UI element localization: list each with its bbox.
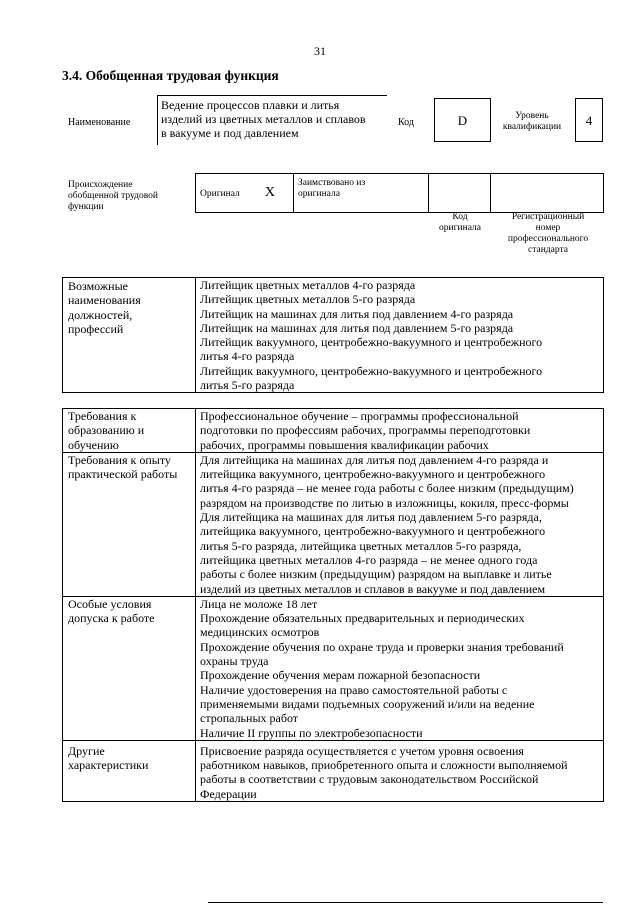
education-label-line: Требования к bbox=[68, 409, 137, 423]
level-value: 4 bbox=[585, 113, 593, 128]
code-caption-line: Код bbox=[452, 212, 468, 222]
other-line: Федерации bbox=[200, 786, 257, 801]
original-cell bbox=[196, 174, 294, 213]
special-conditions-line: Прохождение обязательных предварительных и периодических bbox=[200, 611, 525, 626]
requirements-row-experience bbox=[63, 452, 604, 596]
special-conditions-line: Наличие II группы по электробезопасности bbox=[200, 725, 423, 740]
special-conditions-value-cell bbox=[196, 596, 604, 740]
requirements-row-other bbox=[63, 740, 604, 801]
origin-label-line: Происхождение bbox=[68, 180, 133, 190]
code-caption-line: оригинала bbox=[439, 223, 481, 233]
registration-caption-line: номер bbox=[535, 223, 561, 233]
origin-label-line: обобщенной трудовой bbox=[68, 191, 158, 201]
original-label: Оригинал bbox=[200, 189, 240, 200]
original-mark: X bbox=[264, 185, 275, 201]
level-label-line: квалификации bbox=[502, 122, 562, 132]
positions-label-line: наименования bbox=[68, 293, 141, 308]
code-label: Код bbox=[398, 117, 414, 128]
name-value-line: изделий из цветных металлов и сплавов bbox=[161, 112, 366, 126]
footer-rule bbox=[208, 902, 603, 903]
special-conditions-label-cell bbox=[63, 596, 196, 740]
borrowed-cell bbox=[294, 174, 429, 213]
other-line: Присвоение разряда осуществляется с учетом уровня освоения bbox=[200, 743, 524, 758]
registration-caption-line: профессионального bbox=[507, 234, 589, 244]
special-conditions-line: Прохождение обучения по охране труда и проверки знания требований bbox=[200, 639, 564, 654]
experience-label-cell bbox=[63, 452, 196, 596]
code-caption bbox=[428, 212, 492, 234]
position-line: Литейщик вакуумного, центробежно-вакуумного и центробежного bbox=[200, 335, 543, 350]
level-label bbox=[492, 111, 572, 133]
experience-label-line: практической работы bbox=[68, 467, 178, 482]
experience-line: работы с более низким (предыдущим) разрядом на выплавке и литье bbox=[200, 567, 552, 582]
page-number: 31 bbox=[314, 44, 326, 58]
education-label-cell bbox=[63, 409, 196, 453]
positions-label-line: Возможные bbox=[68, 279, 128, 293]
special-conditions-label-line: допуска к работе bbox=[68, 611, 155, 626]
special-conditions-line: стропальных работ bbox=[200, 711, 299, 726]
experience-line: изделий из цветных металлов и сплавов в вакууме и под давлением bbox=[200, 581, 546, 596]
borrowed-label-line: Заимствовано из bbox=[298, 178, 366, 188]
requirements-table bbox=[62, 408, 604, 802]
education-value-cell bbox=[196, 409, 604, 453]
registration-caption-line: Регистрационный bbox=[511, 212, 585, 222]
name-value-line: Ведение процессов плавки и литья bbox=[161, 98, 340, 112]
position-line: литья 4-го разряда bbox=[200, 349, 295, 364]
section-title: 3.4. Обобщенная трудовая функция bbox=[62, 68, 279, 83]
requirements-row-education bbox=[63, 409, 604, 453]
registration-caption bbox=[493, 212, 603, 256]
positions-label-cell bbox=[63, 278, 196, 393]
positions-table bbox=[62, 277, 604, 393]
experience-line: Для литейщика на машинах для литья под давлением 5-го разряда, bbox=[200, 510, 542, 525]
experience-line: литья 4-го разряда – не менее года работы с более низким (предыдущим) bbox=[200, 481, 574, 496]
position-line: Литейщик на машинах для литья под давлением 5-го разряда bbox=[200, 320, 514, 335]
origin-table bbox=[195, 173, 604, 213]
origin-label-line: функции bbox=[68, 202, 104, 212]
experience-label-line: Требования к опыту bbox=[68, 452, 171, 467]
experience-line: литейщика вакуумного, центробежно-вакуумного и центробежного bbox=[200, 524, 546, 539]
special-conditions-line: применяемыми видами подъемных сооружений и/или на ведение bbox=[200, 696, 535, 711]
code-value: D bbox=[457, 113, 468, 128]
registration-caption-line: стандарта bbox=[528, 245, 568, 255]
positions-label-line: профессий bbox=[68, 321, 124, 336]
other-line: работником навыков, приобретенного опыта и сложности выполняемой bbox=[200, 758, 568, 773]
position-line: Литейщик на машинах для литья под давлением 4-го разряда bbox=[200, 306, 514, 321]
name-value-line: в вакууме и под давлением bbox=[161, 126, 299, 140]
position-line: Литейщик цветных металлов 4-го разряда bbox=[200, 278, 416, 292]
position-line: литья 5-го разряда bbox=[200, 378, 295, 393]
original-code-cell bbox=[429, 174, 491, 213]
special-conditions-line: охраны труда bbox=[200, 654, 269, 669]
special-conditions-line: медицинских осмотров bbox=[200, 625, 320, 640]
other-label-line: характеристики bbox=[68, 758, 149, 773]
experience-line: Для литейщика на машинах для литья под давлением 4-го разряда и bbox=[200, 452, 549, 467]
other-line: работы в соответствии с трудовым законодательством Российской bbox=[200, 772, 539, 787]
positions-label-line: должностей, bbox=[68, 307, 133, 322]
education-line: подготовки по профессиям рабочих, программы переподготовки bbox=[200, 423, 531, 438]
other-label-cell bbox=[63, 740, 196, 801]
other-value-cell bbox=[196, 740, 604, 801]
experience-line: литейщика вакуумного, центробежно-вакуумного и центробежного bbox=[200, 467, 546, 482]
positions-list-cell bbox=[196, 278, 604, 393]
level-label-line: Уровень bbox=[515, 111, 549, 121]
name-value-box bbox=[157, 95, 387, 145]
education-line: Профессиональное обучение – программы профессиональной bbox=[200, 409, 519, 423]
position-line: Литейщик вакуумного, центробежно-вакуумного и центробежного bbox=[200, 363, 543, 378]
education-line: рабочих, программы повышения квалификации рабочих bbox=[200, 437, 489, 452]
level-value-box bbox=[575, 98, 603, 142]
special-conditions-line: Наличие удостоверения на право самостоятельной работы с bbox=[200, 682, 508, 697]
experience-value-cell bbox=[196, 452, 604, 596]
special-conditions-line: Прохождение обучения мерам пожарной безопасности bbox=[200, 668, 481, 683]
special-conditions-line: Лица не моложе 18 лет bbox=[200, 596, 318, 611]
borrowed-label-line: оригинала bbox=[298, 189, 340, 199]
education-label-line: образованию и bbox=[68, 423, 145, 438]
requirements-row-special-conditions bbox=[63, 596, 604, 740]
code-value-box bbox=[434, 98, 491, 142]
experience-line: литья 5-го разряда, литейщика цветных металлов 5-го разряда, bbox=[200, 538, 522, 553]
other-label-line: Другие bbox=[68, 743, 105, 758]
position-line: Литейщик цветных металлов 5-го разряда bbox=[200, 292, 416, 307]
origin-label bbox=[68, 180, 158, 213]
education-label-line: обучению bbox=[68, 437, 119, 452]
experience-line: литейщика цветных металлов 4-го разряда – не менее одного года bbox=[200, 552, 538, 567]
registration-number-cell bbox=[491, 174, 604, 213]
special-conditions-label-line: Особые условия bbox=[68, 596, 152, 611]
experience-line: разрядом на производстве по литью в изложницы, кокиля, пресс-формы bbox=[200, 495, 569, 510]
name-label: Наименование bbox=[68, 117, 131, 128]
